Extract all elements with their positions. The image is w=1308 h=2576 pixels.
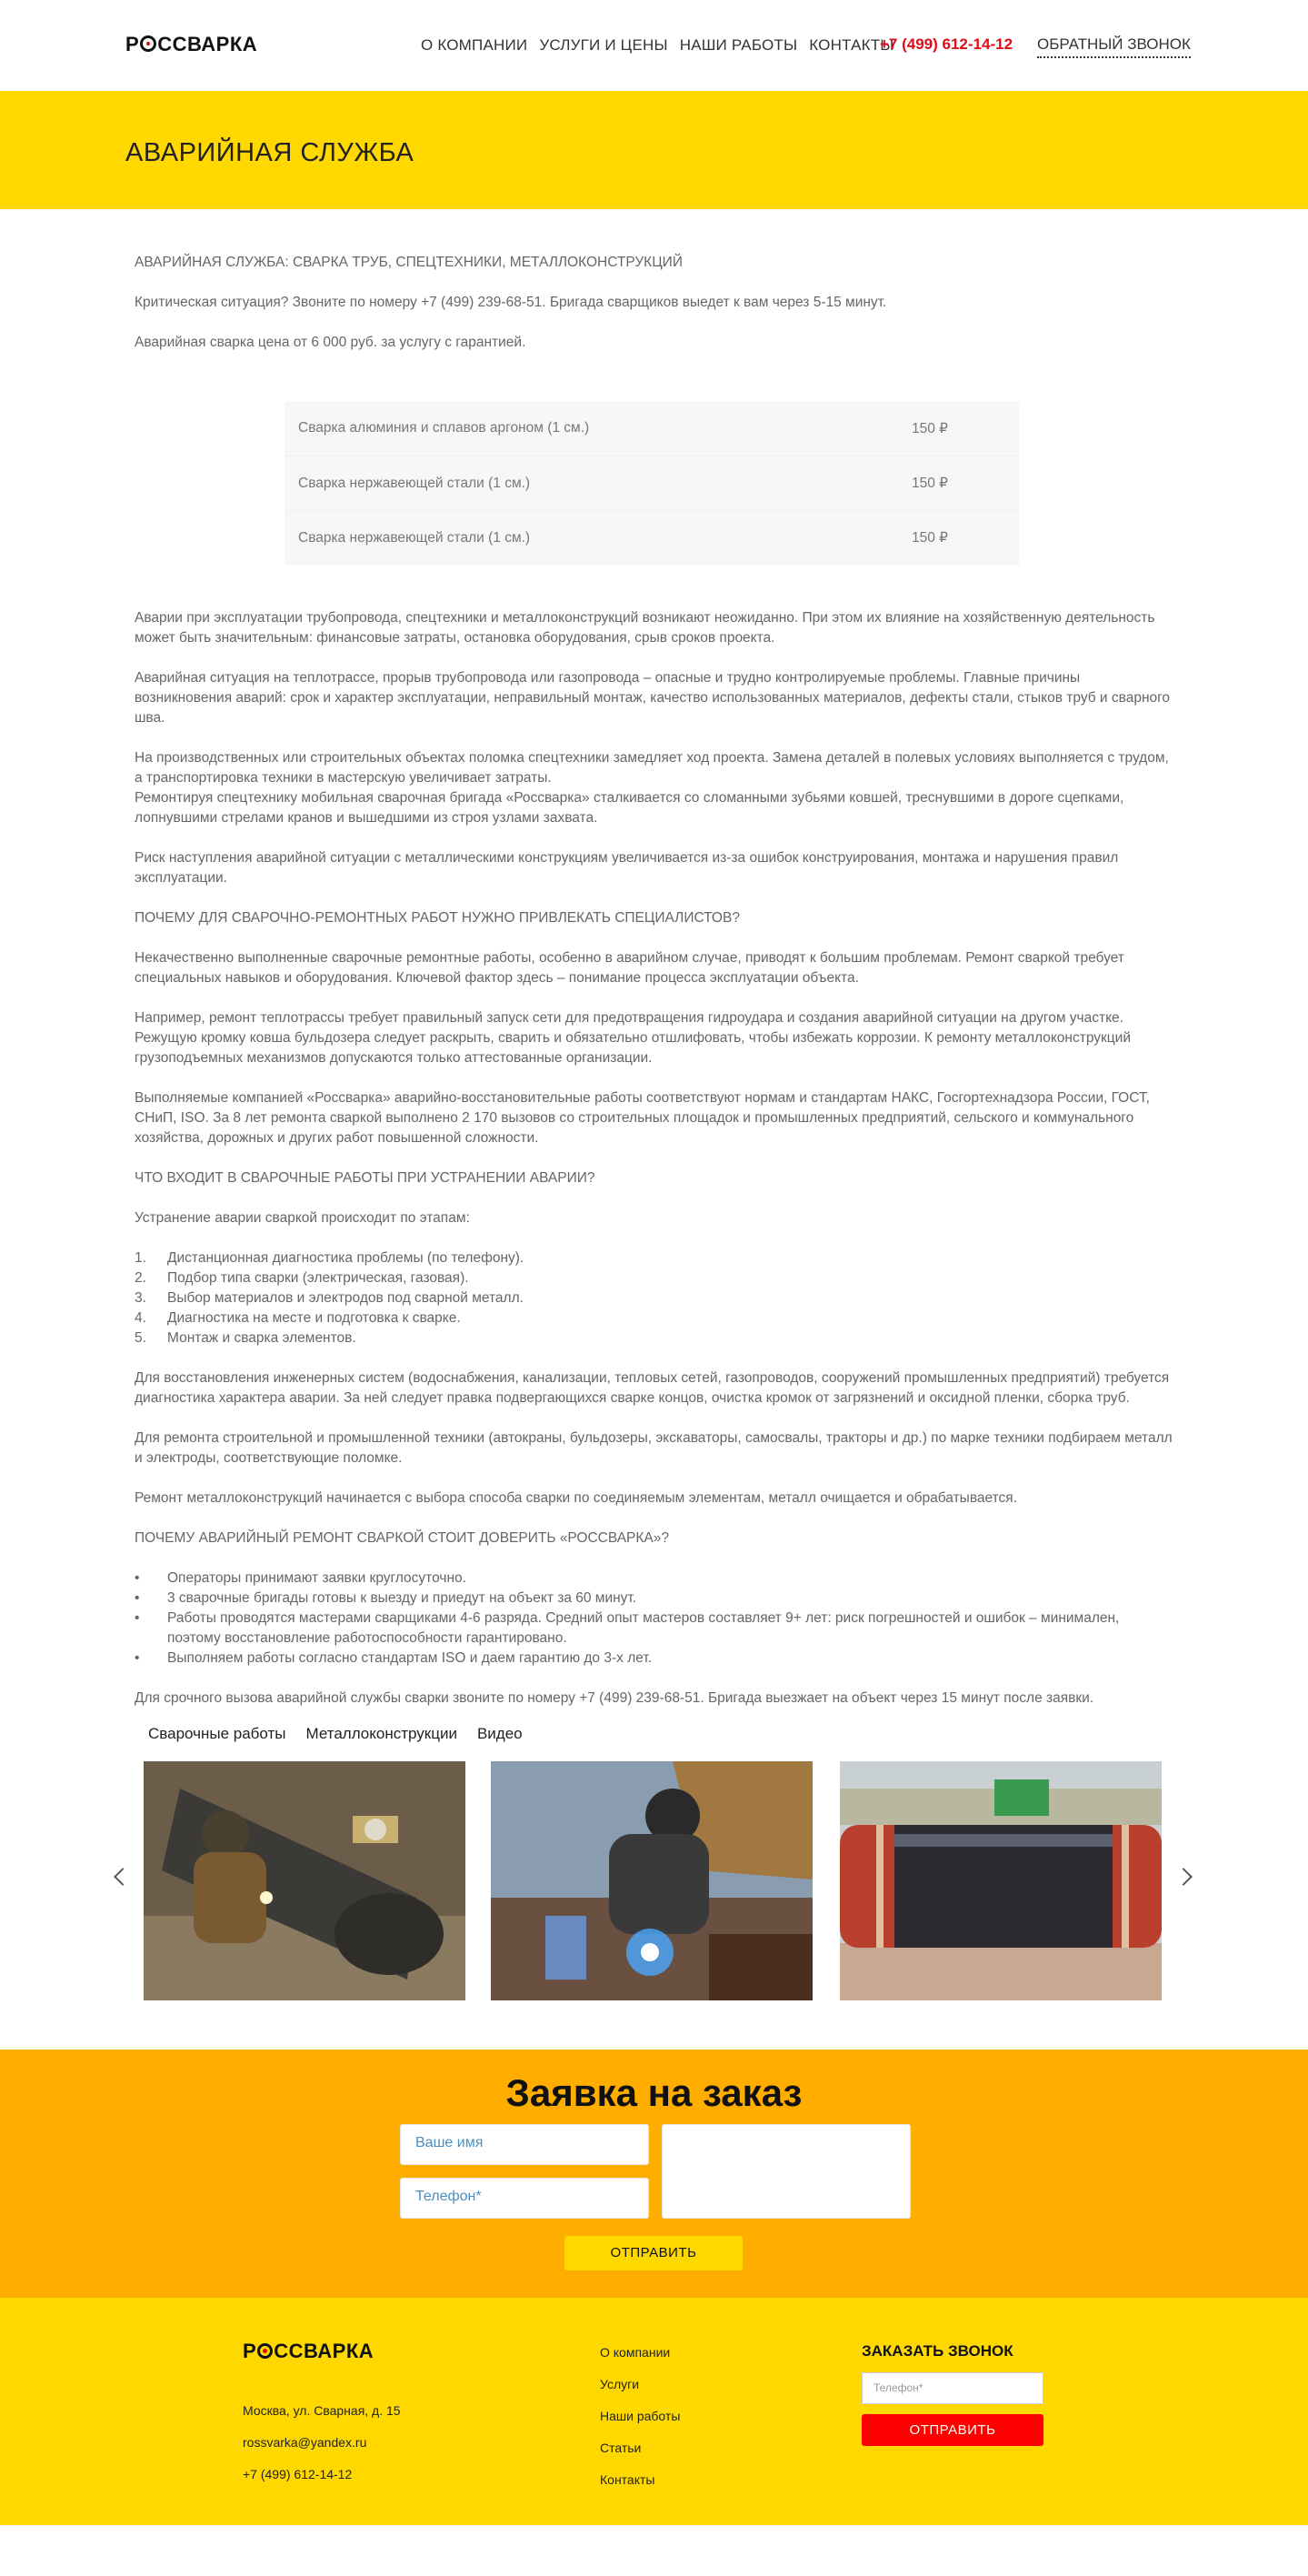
list-text: Операторы принимают заявки круглосуточно.: [167, 1570, 466, 1586]
chevron-right-icon[interactable]: [1174, 1868, 1193, 1886]
logo-ring-icon: [140, 35, 156, 52]
footer-logo[interactable]: [243, 2340, 374, 2363]
list-text: Подбор типа сварки (электрическая, газовая).: [167, 1270, 469, 1286]
footer-link-services[interactable]: Услуги: [600, 2377, 640, 2391]
list-text: Дистанционная диагностика проблемы (по телефону).: [167, 1250, 524, 1266]
list-number: 1.: [135, 1250, 146, 1266]
list-number: 3.: [135, 1290, 146, 1306]
footer-phone[interactable]: +7 (499) 612-14-12: [243, 2467, 353, 2481]
section-heading: ПОЧЕМУ АВАРИЙНЫЙ РЕМОНТ СВАРКОЙ СТОИТ ДОВЕРИТЬ «РОССВАРКА»?: [135, 1530, 669, 1546]
price-name: Сварка нержавеющей стали (1 см.): [298, 475, 531, 491]
nav-item-services[interactable]: УСЛУГИ И ЦЕНЫ: [539, 36, 668, 54]
name-input[interactable]: Ваше имя: [400, 2124, 649, 2165]
tab-video[interactable]: Видео: [476, 1725, 523, 1742]
list-item: [135, 1308, 1173, 1328]
list-item: [135, 1609, 1173, 1649]
section-heading: ПОЧЕМУ ДЛЯ СВАРОЧНО-РЕМОНТНЫХ РАБОТ НУЖНО ПРИВЛЕКАТЬ СПЕЦИАЛИСТОВ?: [135, 910, 740, 926]
price-row: [285, 401, 1019, 456]
list-text: Выполняем работы согласно стандартам ISO и даем гарантию до 3-х лет.: [167, 1650, 653, 1666]
photo-gallery: [0, 1761, 1308, 2002]
price-table: [285, 401, 1019, 565]
footer-link-company[interactable]: О компании: [600, 2345, 671, 2360]
tab-metal-structures[interactable]: Металлоконструкции: [305, 1725, 457, 1742]
intro-text: Критическая ситуация? Звоните по номеру +7 (499) 239-68-51. Бригада сварщиков выедет к вам через 5-15 минут.: [135, 295, 887, 310]
list-item: [135, 1569, 1173, 1589]
message-textarea[interactable]: [662, 2124, 911, 2219]
site-header: [0, 0, 1308, 91]
order-title: Заявка на заказ: [505, 2071, 803, 2114]
callback-form-title: ЗАКАЗАТЬ ЗВОНОК: [862, 2342, 1013, 2360]
list-item: [135, 1268, 1173, 1288]
chevron-left-icon[interactable]: [114, 1868, 132, 1886]
price-value: 150 ₽: [912, 530, 949, 546]
header-phone[interactable]: +7 (499) 612-14-12: [880, 35, 1013, 53]
footer-link-articles[interactable]: Статьи: [600, 2441, 642, 2455]
gallery-tabs: [0, 1725, 1308, 1743]
list-bullet: •: [135, 1610, 140, 1626]
page-banner: [0, 91, 1308, 209]
nav-item-company[interactable]: О КОМПАНИИ: [421, 36, 528, 54]
logo-text: ССВАРКА: [274, 2340, 374, 2362]
paragraph: Выполняемые компанией «Россварка» аварийно-восстановительные работы соответствуют нормам и стандартам НАКС, Госгортехнадзора России, ГОСТ, СНиП, ISO. За 8 лет ремонта сваркой выполнено 2 170 вызовов со строительных площадок и промышленных предприятий, сельского и коммунального хозяйства, дорожных и других работ повышенной сложности.: [135, 1090, 1150, 1146]
price-value: 150 ₽: [912, 420, 949, 436]
list-item: [135, 1589, 1173, 1609]
gallery-photo-welder-pipe[interactable]: [144, 1761, 465, 2000]
price-value: 150 ₽: [912, 476, 949, 491]
site-footer: [0, 2298, 1308, 2525]
submit-order-button[interactable]: ОТПРАВИТЬ: [564, 2236, 743, 2270]
footer-link-works[interactable]: Наши работы: [600, 2409, 681, 2423]
list-text: Монтаж и сварка элементов.: [167, 1330, 356, 1346]
list-text: 3 сварочные бригады готовы к выезду и приедут на объект за 60 минут.: [167, 1590, 637, 1606]
footer-address: Москва, ул. Сварная, д. 15: [243, 2403, 401, 2418]
list-text: Диагностика на месте и подготовка к сварке.: [167, 1310, 461, 1326]
paragraph: На производственных или строительных объектах поломка спецтехники замедляет ход проекта. Замена деталей в полевых условиях выполняется с трудом, а транспортировка техники в мастерскую увеличивает затраты.: [135, 750, 1169, 786]
order-form: [0, 2050, 1308, 2298]
logo-letter: Р: [243, 2340, 257, 2362]
list-text: Выбор материалов и электродов под сварной металл.: [167, 1290, 524, 1306]
list-item: [135, 1328, 1173, 1348]
list-number: 4.: [135, 1310, 146, 1326]
gallery-photo-welder-spark[interactable]: [491, 1761, 813, 2000]
tab-welding[interactable]: Сварочные работы: [148, 1725, 286, 1742]
paragraph: Аварии при эксплуатации трубопровода, спецтехники и металлоконструкций возникают неожиданно. При этом их влияние на хозяйственную деятельность может быть значительным: финансовые затраты, остановка оборудования, срыв сроков проекта.: [135, 610, 1155, 646]
paragraph: Устранение аварии сваркой происходит по этапам:: [135, 1210, 470, 1226]
paragraph: Ремонтируя спецтехнику мобильная сварочная бригада «Россварка» сталкивается со сломанными зубьями ковшей, треснувшими в дороге сцепками, лопнувшими стрелами кранов и вышедшими из строя узлами захвата.: [135, 790, 1124, 826]
logo-letter: Р: [125, 33, 140, 55]
paragraph: Для ремонта строительной и промышленной техники (автокраны, бульдозеры, экскаваторы, самосвалы, тракторы и др.) по марке техники подбираем металл и электроды, соответствующие поломке.: [135, 1430, 1173, 1466]
nav-item-contacts[interactable]: КОНТАКТЫ: [809, 36, 894, 54]
price-name: Сварка нержавеющей стали (1 см.): [298, 529, 531, 546]
section-heading: АВАРИЙНАЯ СЛУЖБА: СВАРКА ТРУБ, СПЕЦТЕХНИКИ, МЕТАЛЛОКОНСТРУКЦИЙ: [135, 255, 683, 270]
advantages-list: [135, 1569, 1173, 1669]
logo-ring-icon: [257, 2343, 273, 2359]
site-logo[interactable]: [125, 33, 257, 56]
paragraph: Аварийная ситуация на теплотрассе, прорыв трубопровода или газопровода – опасные и трудно контролируемые проблемы. Главные причины возникновения аварий: срок и характер эксплуатации, неправильный монтаж, качество использованных материалов, дефекты стали, стыков труб и сварного шва.: [135, 670, 1171, 726]
list-text: Работы проводятся мастерами сварщиками 4-6 разряда. Средний опыт мастеров составляет 9+ лет: риск погрешностей и ошибок – минимален, поэтому восстановление работоспособности гарантировано.: [167, 1610, 1120, 1646]
paragraph: Например, ремонт теплотрассы требует правильный запуск сети для предотвращения гидроудара и создания аварийной ситуации на другом участке. Режущую кромку ковша бульдозера следует раскрыть, сварить и обязательно отшлифовать, чтобы избежать коррозии. К ремонту металлоконструкций грузоподъемных механизмов допускаются только аттестованные организации.: [135, 1010, 1131, 1066]
footer-phone-input[interactable]: Телефон*: [862, 2372, 1043, 2404]
price-name: Сварка алюминия и сплавов аргоном (1 см.): [298, 420, 590, 436]
paragraph: Ремонт металлоконструкций начинается с выбора способа сварки по соединяемым элементам, металл очищается и обрабатывается.: [135, 1490, 1017, 1506]
footer-link-contacts[interactable]: Контакты: [600, 2472, 655, 2487]
phone-input-placeholder: Телефон*: [415, 2189, 482, 2204]
logo-text: ССВАРКА: [157, 33, 258, 55]
main-content: [0, 209, 1308, 353]
list-number: 2.: [135, 1270, 146, 1286]
main-nav: [421, 36, 906, 55]
phone-input[interactable]: [400, 2178, 649, 2219]
list-bullet: •: [135, 1570, 140, 1586]
steps-list: [135, 1248, 1173, 1348]
price-row: [285, 456, 1019, 510]
gallery-photo-pipeline[interactable]: [840, 1761, 1162, 2000]
callback-link[interactable]: ОБРАТНЫЙ ЗВОНОК: [1037, 35, 1191, 58]
list-bullet: •: [135, 1590, 140, 1606]
footer-submit-button[interactable]: ОТПРАВИТЬ: [862, 2414, 1043, 2446]
list-number: 5.: [135, 1330, 146, 1346]
paragraph: Риск наступления аварийной ситуации с металлическими конструкциям увеличивается из-за ошибок конструирования, монтажа и нарушения правил эксплуатации.: [135, 850, 1119, 886]
footer-email[interactable]: rossvarka@yandex.ru: [243, 2435, 367, 2450]
paragraph: Некачественно выполненные сварочные ремонтные работы, особенно в аварийном случае, приводят к большим проблемам. Ремонт сваркой требует специальных навыков и оборудования. Ключевой фактор здесь – понимание процесса эксплуатации объекта.: [135, 950, 1124, 986]
paragraph: Для восстановления инженерных систем (водоснабжения, канализации, тепловых сетей, газопроводов, сооружений промышленных предприятий) требуется диагностика характера аварии. За ней следует правка подвергающихся сварке концов, очистка кромок от загрязнений и оксидной пленки, сборка труб.: [135, 1370, 1170, 1406]
article-body: [0, 608, 1308, 1709]
list-item: [135, 1288, 1173, 1308]
price-row: [285, 510, 1019, 565]
price-note: Аварийная сварка цена от 6 000 руб. за услугу с гарантией.: [135, 335, 526, 350]
list-bullet: •: [135, 1650, 140, 1666]
list-item: [135, 1649, 1173, 1669]
list-item: [135, 1248, 1173, 1268]
section-heading: ЧТО ВХОДИТ В СВАРОЧНЫЕ РАБОТЫ ПРИ УСТРАНЕНИИ АВАРИИ?: [135, 1170, 595, 1186]
page-title: АВАРИЙНАЯ СЛУЖБА: [125, 138, 414, 167]
nav-item-works[interactable]: НАШИ РАБОТЫ: [679, 36, 798, 54]
paragraph: Для срочного вызова аварийной службы сварки звоните по номеру +7 (499) 239-68-51. Бригада выезжает на объект через 15 минут после заявки.: [135, 1690, 1094, 1706]
